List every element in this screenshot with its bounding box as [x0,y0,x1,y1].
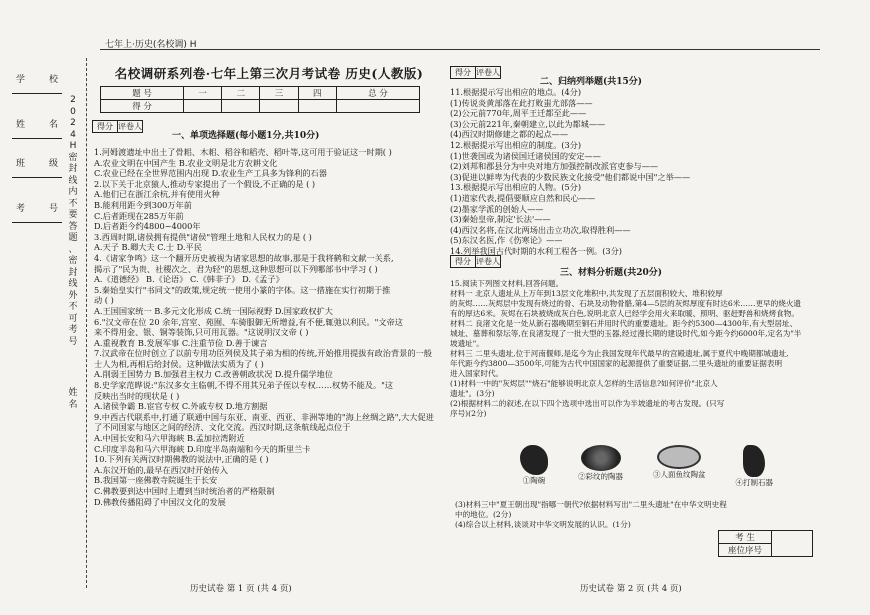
section3-heading: 三、材料分析题(共20分) [560,268,663,278]
vertical-char: 姓 [68,388,78,398]
vertical-char: 线 [68,279,78,289]
text-line: 8.史学家范晔说:"东汉多女主临朝,不得不用其兄弟子侄以专权……权势不能及。"这 [94,380,394,391]
scorer-box-3 [450,255,501,268]
text-line: B.能利用距今到300万年前 [94,199,192,210]
page2-footer: 历史试卷 第 2 页 (共 4 页) [580,584,682,594]
text-line: 5.秦始皇实行"书同文"的政策,规定统一使用小篆的字体。这一措施在实行初期于推 [94,284,391,295]
text-line: 年代距今约3800—3500年,可能为古代中国国家的起源提供了重要证据,二里头遗址的重要证据表明 [450,359,783,368]
fish-basin-icon [657,445,701,469]
text-line: (1)材料一中的"灰烬层""烧石"能够说明北京人怎样的生活信息?如何评价"北京人 [450,379,718,388]
vertical-char: 名 [68,399,78,410]
text-line: 1.河姆渡遗址中出土了骨耜、木耜、稻谷和稻壳、稻叶等,这可用于验证这一时期( ) [94,147,392,157]
class-underline [12,169,62,178]
class-label-a: 班 [16,159,26,169]
exam-underline [12,214,62,223]
scorer-box-1 [92,120,143,133]
seal-dashed-line [86,58,87,588]
score-cell[interactable] [260,100,298,113]
vertical-char: 封 [68,267,78,278]
text-line: 10.下列有关两汉时期佛教的说法中,正确的是 ( ) [94,454,269,465]
section3-material [450,279,801,419]
exam-label-a: 考 [16,204,26,214]
scorer-grader-label: 评卷人 [476,68,500,77]
text-line: 9.中西古代联系中,打通了联通中国与东亚、南亚、西亚、非洲等地的"海上丝绸之路",大大促进 [94,411,434,422]
section1-heading: 一、单项选择题(每小题1分,共10分) [172,131,320,141]
text-line: 了不同国家与地区之间的经济、文化交流。西汉时期,这条航线起点位于 [94,422,351,433]
vertical-char: 不 [68,302,78,312]
section2-items [450,87,690,257]
image-caption: ④打制石器 [735,478,773,487]
text-line: 中的地位。(2分) [455,510,512,519]
text-line: 的灰烬……灰烬层中发现有烧过的骨、石块及动物骨骼,第4—5层的灰烬厚度有时达6米……更早的烧火遗 [450,299,802,308]
school-field[interactable] [12,72,62,94]
class-label-b: 级 [48,159,58,169]
score-table [100,86,420,113]
exam-number-field[interactable] [12,201,62,223]
name-label-b: 名 [48,120,58,130]
image-bowl [520,445,548,488]
text-line: A.东汉开始的,最早在西汉时开始传入 [94,464,228,475]
name-label-a: 姓 [16,120,26,130]
text-line: 13.根据提示写出相应的人物。(5分) [450,182,582,193]
exam-label-b: 号 [48,204,58,214]
text-line: 4.《诸家争鸣》这一个翻开历史被视为诸家思想的故事,那是于我将鹤和文献一关系, [94,252,394,263]
scorer-score-label: 得分 [451,67,476,78]
text-line: A.诸侯争霸 B.宦官专权 C.外戚专权 D.地方割据 [94,401,268,412]
text-line: 遗址"。(3分) [450,389,495,398]
score-cell[interactable] [184,100,222,113]
score-header-cell: 四 [298,87,336,100]
text-line: (2)公元前770年,周平王迁都至此—— [450,108,587,119]
score-header-cell: 二 [222,87,260,100]
school-label-a: 学 [16,75,26,85]
text-line: A.王国国家统一 B.多元文化形成 C.统一国际视野 D.国家政权扩大 [94,305,333,316]
vertical-char: 外 [68,290,78,301]
text-line: 7.汉武帝在位时创立了以前专用功臣列侯及其子弟为相的传统,开始推用提拔有政治背景的一般 [94,348,432,359]
text-line: 有的厚达6米。灰烬在石块被烧成灰白色,说明北京人已经学会用火来取暖、照明、驱赶野兽和烧烤食物。 [450,309,799,318]
section2-heading: 二、归纳列举题(共15分) [540,77,643,87]
vertical-char: H [69,141,77,151]
pottery-bowl-icon [520,445,548,475]
text-line: (5)东汉名医,作《伤寒论》—— [450,235,563,246]
text-line: C.印度半岛和马六甲海峡 D.印度半岛南端和今天的斯里兰卡 [94,443,311,454]
painted-pottery-icon [581,445,621,471]
running-head: 七年上·历史(名校调) H [105,40,197,50]
archaeology-images [520,445,773,488]
text-line: C.佛教要到达中国时上遭到当时统治者的严格限制 [94,486,275,496]
seat-label-2: 座位序号 [719,544,772,557]
text-line: 坡遗址"。 [450,339,484,348]
score-cell[interactable] [222,100,260,113]
school-underline [12,85,62,94]
score-cell[interactable] [336,100,419,113]
page1-questions [94,147,434,507]
text-line: 11.根据提示写出相应的地点。(4分) [450,87,582,97]
text-line: 15.阅读下列图文材料,回答问题。 [450,279,564,288]
vertical-char: 密 [68,256,78,266]
text-line: (2)刘邦和郡县分为中央对地方加强控制改派官吏参与—— [450,161,659,172]
text-line: 14.列举我国古代时期的水利工程各一例。(3分) [450,245,622,256]
scorer-grader-label: 评卷人 [118,122,142,131]
text-line: B.我国第一座佛教寺院诞生于长安 [94,475,218,486]
text-line: 动 ( ) [94,295,114,306]
scorer-score-label: 得分 [93,121,118,132]
text-line: D.后者距今约4800~4000年 [94,221,201,232]
vertical-char: 考 [68,325,78,335]
vertical-char: 内 [68,187,78,197]
score-header-cell: 总 分 [336,87,419,100]
section3-tail [455,500,727,530]
text-line: (1)道家代表,提倡要顺应自然和民心—— [450,192,596,203]
text-line: 12.根据提示写出相应的制度。(3分) [450,139,582,150]
text-line: 材料三 二里头遗址,位于河南偃师,是迄今为止我国发现年代最早的宫殿遗址,属于夏代中晚期都城遗址, [450,349,789,358]
text-line: (3)秦始皇帝,制定'长法'—— [450,214,551,225]
text-line: 2.以下关于北京猿人,推动专家提出了一个假设,不正确的是 ( ) [94,178,316,189]
vertical-char: 题 [68,233,78,243]
seat-number-box [718,530,813,557]
text-line: 士人为相,再相后给封侯。这种做法实质为了 ( ) [94,358,264,369]
seat-label-1: 考 生 [719,531,772,544]
text-line: A.天子 B.卿大夫 C.士 D.平民 [94,242,202,253]
score-header-cell: 三 [260,87,298,100]
vertical-char: 密 [68,152,78,163]
class-field[interactable] [12,156,62,178]
text-line: D.佛教传播阻碍了中国汉文化的发展 [94,496,226,507]
name-field[interactable] [12,117,62,139]
text-line: A.重视教育 B.发展军事 C.注重节俭 D.善于谏言 [94,337,268,348]
text-line: 城址、墓葬和祭坛等,在良渚发现了一批大型的玉器,经过漫长期的建设时代,如今距今约6000年,定名为"半 [450,329,802,338]
text-line: 材料二 良渚文化是一处从新石器晚期至铜石并用时代的重要遗址。距今约5300—4300年,有大型居址、 [450,319,798,328]
text-line: (1)世袭国或为诸侯国迁诸侯国的安定—— [450,150,601,161]
scorer-grader-label: 评卷人 [476,257,500,266]
vertical-char: 可 [68,313,78,324]
image-caption: ③人面鱼纹陶盆 [653,470,706,479]
text-line: 揭示了"民为贵、社稷次之、君为轻"的思想,这种思想可以下列哪部书中学习 ( ) [94,263,378,274]
text-line: (3)促进以鲜卑为代表的少数民族文化接受"他们都说中国"之举—— [450,171,691,182]
score-cell[interactable] [298,100,336,113]
text-line: 来不得用金、银、铜等装饰,只可用瓦器。"这说明汉文帝 ( ) [94,327,309,338]
image-fish-basin [653,445,706,488]
scorer-score-label: 得分 [451,256,476,267]
text-line: (4)西汉时期修建之都的起点—— [450,129,569,140]
text-line: (3)材料三中"夏王朝出现"指哪一朝代?依据材料写出"二里头遗址"在中华文明史程 [455,500,727,509]
text-line: (2)根据材料二的叙述,在以下四个选项中选出可以作为半坡遗址的考古发现。(只写 [450,399,725,408]
text-line: (2)墨家学派的创始人—— [450,203,544,214]
vertical-char: 、 [68,244,78,255]
text-line: C.后者距现在285万年前 [94,210,184,221]
text-line: A.削弱王国势力 B.加强君主权力 C.改善朝政状况 D.提升儒学地位 [94,369,333,380]
vertical-char: 2 [70,95,76,105]
scorer-box-2 [450,66,501,79]
text-line: 材料一 北京人遗址从上万年到13层文化堆积中,共发现了五层面积较大、堆积较厚 [450,289,723,298]
name-underline [12,130,62,139]
image-stone-tool [736,445,774,488]
text-line: A.中国长安和马六甲海峡 B.孟加拉湾附近 [94,433,245,444]
text-line: 6."汉文帝在位 20 余年,宫室、苑囿、车骑服御无所增益,有不便,辄弛以利民。"文帝这 [94,316,403,327]
header-rule [100,49,820,50]
vertical-char: 不 [68,198,78,209]
exam-title: 名校调研系列卷·七年上第三次月考试卷 历史(人教版) [114,66,424,81]
text-line: A.《道德经》 B.《论语》 C.《韩非子》 D.《孟子》 [94,274,284,285]
text-line: (4)综合以上材料,谈谈对中华文明发展的认识。(1分) [455,520,631,529]
text-line: A.农业文明在中国产生 B.农业文明是北方农耕文化 [94,157,278,168]
vertical-char: 封 [68,164,78,174]
vertical-char: 答 [68,221,78,232]
text-line: (3)公元前221年,秦朝建立,以此为都城—— [450,118,606,129]
seal-line-vertical-text [66,95,80,411]
vertical-char: 要 [68,210,78,220]
vertical-char: 4 [70,129,76,140]
text-line: (1)传说炎黄部落在此打败蚩尤部落—— [450,97,593,108]
image-painted-pottery [578,445,623,488]
stone-tool-icon [743,445,765,477]
school-label-b: 校 [48,75,58,85]
image-caption: ②彩纹的陶器 [578,472,623,481]
text-line: A.他们已在浙江余杭,并有使用火种 [94,189,220,200]
score-header-cell: 题 号 [101,87,184,100]
vertical-char: 号 [68,336,78,347]
vertical-char: 0 [70,106,76,117]
seat-input[interactable] [772,531,813,557]
text-line: 进入国家时代。 [450,369,504,378]
text-line: 序号)(2分) [450,409,487,418]
score-row-label: 得 分 [101,100,184,113]
text-line: C.农业已经在全世界范围内出现 D.农业生产工具多为锋利的石器 [94,168,327,179]
image-caption: ①陶碗 [522,476,546,485]
page1-footer: 历史试卷 第 1 页 (共 4 页) [190,584,292,594]
score-header-cell: 一 [184,87,222,100]
vertical-char: 2 [70,118,76,128]
text-line: (4)西汉名将,在汉北两场出击立功次,取得胜利—— [450,224,631,235]
text-line: 3.西周时期,诸侯拥有提供"诸侯"管理土地和人民权力的是 ( ) [94,231,312,242]
vertical-char: 线 [68,175,78,186]
text-line: 反映出当时的现状是 ( ) [94,390,180,401]
